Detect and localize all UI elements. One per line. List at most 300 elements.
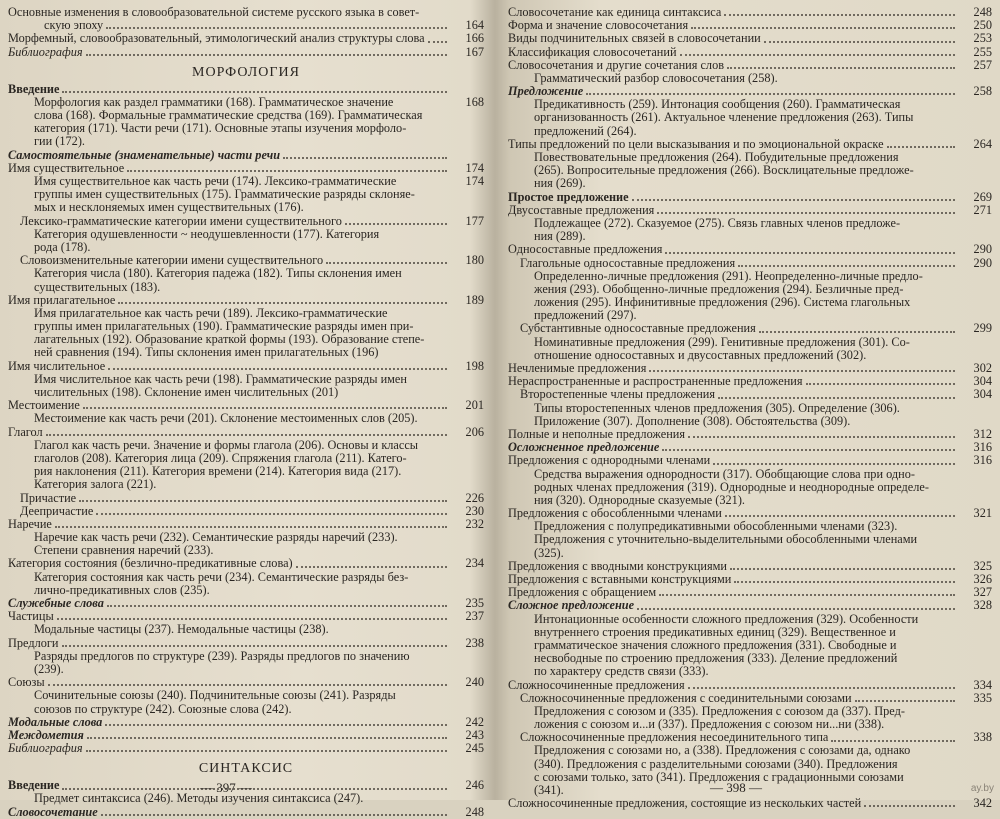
toc-line: [508, 191, 992, 204]
toc-entry-text: Предложения с союзом и (335). Предложения с союзом да (337). Пред-: [534, 703, 905, 718]
dot-leader: [399, 183, 447, 185]
toc-line: [8, 426, 484, 439]
toc-line: [8, 149, 484, 162]
dot-leader: [159, 487, 447, 489]
toc-entry-text: числительных (198). Склонение имен числительных (201): [34, 385, 339, 400]
toc-entry-text: Номинативные предложения (299). Генитивные предложения (301). Со-: [534, 334, 910, 349]
toc-entry-text: Полные и неполные предложения: [508, 426, 686, 441]
dot-leader: [421, 447, 447, 449]
toc-page-number: 290: [973, 255, 992, 270]
toc-page-number: 240: [465, 675, 484, 690]
toc-page-number: 264: [973, 136, 992, 151]
toc-page-number: 334: [973, 677, 992, 692]
toc-entry-text: Предложения с полупредикативными обособленными членами (323).: [534, 519, 898, 534]
toc-entry-text: Модальные частицы (237). Немодальные частицы (238).: [34, 622, 329, 637]
toc-entry-text: Предикативность (259). Интонация сообщения (260). Грамматическая: [534, 97, 901, 112]
dot-leader: [665, 250, 955, 254]
toc-line: [508, 336, 992, 349]
toc-entry-text: Наречие как часть речи (232). Семантические разряды наречий (233).: [34, 530, 398, 545]
dot-leader: [640, 318, 955, 320]
toc-page-number: 164: [465, 18, 484, 33]
dot-leader: [887, 726, 955, 728]
toc-entry-text: Словосочетание: [8, 804, 98, 819]
dot-leader: [727, 65, 955, 69]
toc-entry-text: Имя существительное как часть речи (174). Лексико-грамматические: [34, 174, 397, 189]
dot-leader: [399, 698, 447, 700]
toc-entry-text: Имя прилагательное как часть речи (189). Лексико-грамматические: [34, 305, 388, 320]
toc-page-number: 290: [973, 242, 992, 257]
dot-leader: [907, 779, 955, 781]
dot-leader: [900, 529, 955, 531]
toc-entry-text: (341).: [534, 783, 564, 798]
toc-line: [8, 412, 484, 425]
dot-leader: [307, 210, 447, 212]
toc-page-number: 189: [465, 292, 484, 307]
dot-leader: [901, 766, 955, 768]
toc-entry-text: скую эпоху: [44, 18, 104, 33]
dot-leader: [413, 658, 447, 660]
toc-entry-text: Союзы: [8, 675, 45, 690]
dot-leader: [680, 52, 955, 56]
dot-leader: [341, 394, 447, 396]
toc-line: [8, 663, 484, 676]
toc-entry-text: Предложения с обособленными членами: [508, 506, 722, 521]
dot-leader: [88, 144, 447, 146]
toc-entry-text: группы имен существительных (175). Грамматические разряды склоняе-: [34, 187, 415, 202]
toc-line: [8, 492, 484, 505]
toc-entry-text: организованность (261). Актуальное членение предложения (263). Типы: [534, 110, 914, 125]
toc-page-number: 246: [465, 778, 484, 793]
toc-page-number: 180: [465, 253, 484, 268]
toc-page-number: 248: [465, 804, 484, 819]
toc-entry-text: лично-предикативных слов (235).: [34, 582, 210, 597]
toc-line: [508, 679, 992, 692]
toc-line: [508, 758, 992, 771]
dot-leader: [86, 52, 447, 56]
toc-line: [508, 481, 992, 494]
dot-leader: [917, 172, 955, 174]
dot-leader: [589, 238, 955, 240]
toc-line: [508, 454, 992, 467]
dot-leader: [632, 197, 955, 201]
toc-entry-text: Односоставные предложения: [508, 242, 663, 257]
toc-line: [8, 558, 484, 571]
dot-leader: [913, 344, 955, 346]
toc-entry-text: рия наклонения (211). Категория времени (214). Категория вида (217).: [34, 464, 402, 479]
toc-entry-text: Категория состояния как часть речи (234). Семантические разряды без-: [34, 569, 409, 584]
toc-line: [8, 32, 484, 45]
dot-leader: [926, 278, 955, 280]
toc-entry-text: ней сравнения (194). Типы склонения имен прилагательных (196): [34, 345, 379, 360]
dot-leader: [87, 735, 447, 739]
section-heading: [8, 59, 484, 83]
toc-line: [8, 136, 484, 149]
toc-entry-text: Грамматический разбор словосочетания (258).: [534, 70, 778, 85]
dot-leader: [106, 25, 447, 29]
toc-entry-text: ния (269).: [534, 176, 586, 191]
toc-line: [8, 294, 484, 307]
toc-line: [508, 125, 992, 138]
dot-leader: [62, 643, 448, 647]
toc-page-number: 168: [465, 94, 484, 109]
dot-leader: [391, 315, 448, 317]
toc-line: [508, 613, 992, 626]
dot-leader: [216, 553, 447, 555]
toc-page-number: 312: [973, 426, 992, 441]
toc-page-number: 177: [465, 213, 484, 228]
toc-entry-text: Модальные слова: [8, 714, 103, 729]
toc-entry-text: Приложение (307). Дополнение (308). Обстоятельства (309).: [534, 413, 851, 428]
dot-leader: [62, 786, 447, 790]
toc-entry-text: гии (172).: [34, 134, 85, 149]
dot-leader: [332, 632, 447, 634]
toc-entry-text: Форма и значение словосочетания: [508, 18, 689, 33]
dot-leader: [382, 236, 447, 238]
toc-line: [508, 388, 992, 401]
dot-leader: [899, 647, 955, 649]
dot-leader: [425, 117, 447, 119]
toc-entry-text: Виды подчинительных связей в словосочетании: [508, 31, 761, 46]
toc-page-number: 237: [465, 609, 484, 624]
toc-entry-text: Предложения с вводными конструкциями: [508, 558, 727, 573]
dot-leader: [93, 249, 447, 251]
toc-line: [8, 571, 484, 584]
toc-page-number: 304: [973, 374, 992, 389]
dot-leader: [118, 300, 447, 304]
dot-leader: [637, 606, 955, 610]
dot-leader: [713, 461, 955, 465]
dot-leader: [853, 423, 955, 425]
toc-page-number: 316: [973, 453, 992, 468]
toc-entry-text: (239).: [34, 661, 64, 676]
toc-entry-text: Типы предложений по цели высказывания и по эмоциональной окраске: [508, 136, 884, 151]
toc-entry-text: Морфология как раздел грамматики (168). Грамматическое значение: [34, 94, 394, 109]
toc-entry-text: Категория одушевленности ~ неодушевленности (177). Категория: [34, 226, 380, 241]
dot-leader: [907, 291, 955, 293]
dot-leader: [416, 328, 447, 330]
dot-leader: [718, 395, 955, 399]
toc-page-number: 226: [465, 490, 484, 505]
dot-leader: [86, 748, 447, 752]
toc-entry-text: Категория числа (180). Категория падежа (182). Типы склонения имен: [34, 266, 402, 281]
dot-leader: [921, 621, 955, 623]
toc-page-number: 253: [973, 31, 992, 46]
toc-entry-text: Причастие: [20, 490, 77, 505]
toc-page-number: 316: [973, 440, 992, 455]
toc-entry-text: внутреннего строения предикативных единиц (329). Вещественное и: [534, 624, 896, 639]
toc-page-number: 338: [973, 730, 992, 745]
dot-leader: [295, 711, 447, 713]
dot-leader: [405, 276, 447, 278]
dot-leader: [913, 304, 955, 306]
toc-page-number: 335: [973, 690, 992, 705]
dot-leader: [421, 421, 447, 423]
toc-entry-text: Глагол как часть речи. Значение и формы глагола (206). Основы и классы: [34, 437, 419, 452]
toc-page-number: 302: [973, 361, 992, 376]
dot-leader: [283, 155, 447, 159]
toc-page-number: 238: [465, 635, 484, 650]
toc-entry-text: Сложносочиненные предложения с соединительными союзами: [520, 690, 852, 705]
toc-entry-text: категория (171). Части речи (171). Основные этапы изучения морфоло-: [34, 121, 407, 136]
toc-entry-text: Предложения с вставными конструкциями: [508, 572, 732, 587]
toc-page-number: 243: [465, 727, 484, 742]
dot-leader: [869, 357, 955, 359]
toc-line: [8, 703, 484, 716]
toc-entry-text: предложений (297).: [534, 308, 637, 323]
dot-leader: [409, 131, 447, 133]
dot-leader: [326, 260, 447, 264]
dot-leader: [659, 592, 955, 596]
toc-line: [508, 468, 992, 481]
toc-entry-text: Глагольные односоставные предложения: [520, 255, 736, 270]
toc-page-number: 167: [465, 44, 484, 59]
dot-leader: [586, 91, 955, 95]
toc-entry-text: Введение: [8, 81, 60, 96]
toc-entry-text: Простое предложение: [508, 189, 629, 204]
toc-line: [8, 806, 484, 819]
toc-page-number: 235: [465, 596, 484, 611]
section-heading: [8, 755, 484, 779]
toc-entry-text: Нечленимые предложения: [508, 361, 647, 376]
toc-entry-text: Наречие: [8, 516, 52, 531]
toc-entry-text: (340). Предложения с разделительными союзами (340). Предложения: [534, 756, 898, 771]
toc-line: [8, 281, 484, 294]
toc-entry-text: с союзами только, зато (341). Предложения с градационными союзами: [534, 769, 904, 784]
toc-entry-text: Глагол: [8, 424, 43, 439]
toc-entry-text: Предложения с однородными членами: [508, 453, 711, 468]
toc-entry-text: группы имен прилагательных (190). Грамматические разряды имен при-: [34, 319, 414, 334]
toc-line: [8, 505, 484, 518]
toc-page-number: 234: [465, 556, 484, 571]
dot-leader: [127, 168, 447, 172]
dot-leader: [691, 25, 955, 29]
toc-line: [508, 270, 992, 283]
toc-entry-text: ния (289).: [534, 229, 586, 244]
left-page: [0, 0, 492, 819]
dot-leader: [428, 39, 447, 43]
toc-page-number: 325: [973, 558, 992, 573]
dot-leader: [381, 355, 447, 357]
toc-line: [508, 547, 992, 560]
dot-leader: [903, 107, 955, 109]
toc-entry-text: Имя прилагательное: [8, 292, 116, 307]
right-toc: [508, 6, 992, 810]
dot-leader: [401, 539, 447, 541]
toc-line: [508, 665, 992, 678]
toc-page-number: 327: [973, 585, 992, 600]
toc-line: [508, 112, 992, 125]
section-heading-text: СИНТАКСИС: [198, 761, 294, 777]
dot-leader: [57, 616, 447, 620]
toc-page-number: 232: [465, 516, 484, 531]
dot-leader: [900, 660, 955, 662]
toc-entry-text: ложения (295). Инфинитивные предложения (296). Система глагольных: [534, 295, 911, 310]
toc-entry-text: Сложносочиненные предложения несоединительного типа: [520, 730, 829, 745]
toc-entry-text: Междометия: [8, 727, 84, 742]
toc-entry-text: по характеру средств связи (333).: [534, 664, 709, 679]
toc-entry-text: Предложения с уточнительно-выделительными обособленными членами: [534, 532, 918, 547]
toc-entry-text: слова (168). Формальные грамматические средства (169). Грамматическая: [34, 108, 423, 123]
toc-line: [508, 59, 992, 72]
dot-leader: [163, 289, 447, 291]
toc-entry-text: Предмет синтаксиса (246). Методы изучения синтаксиса (247).: [34, 791, 364, 806]
toc-page-number: 230: [465, 503, 484, 518]
toc-line: [8, 46, 484, 59]
toc-line: [508, 402, 992, 415]
toc-entry-text: несвободные по строению предложения (333). Деление предложений: [534, 651, 898, 666]
toc-line: [8, 201, 484, 214]
dot-leader: [738, 263, 955, 267]
toc-page-number: 304: [973, 387, 992, 402]
toc-entry-text: (265). Вопросительные предложения (266). Восклицательные предложе-: [534, 163, 914, 178]
dot-leader: [410, 460, 447, 462]
dot-leader: [296, 564, 447, 568]
toc-entry-text: Разряды предлогов по структуре (239). Разряды предлогов по значению: [34, 648, 410, 663]
dot-leader: [725, 513, 955, 517]
toc-page-number: 328: [973, 598, 992, 613]
toc-entry-text: Библиография: [8, 44, 83, 59]
toc-entry-text: Определенно-личные предложения (291). Неопределенно-личные предло-: [534, 268, 923, 283]
toc-page-number: 321: [973, 506, 992, 521]
dot-leader: [734, 579, 955, 583]
toc-page-number: 245: [465, 741, 484, 756]
dot-leader: [410, 381, 447, 383]
toc-page-number: 299: [973, 321, 992, 336]
toc-line: [8, 716, 484, 729]
dot-leader: [764, 39, 955, 43]
dot-leader: [864, 803, 955, 807]
toc-entry-text: жения (293). Обобщенно-личные предложения (294). Безличные пред-: [534, 281, 904, 296]
dot-leader: [855, 698, 955, 702]
toc-entry-text: Введение: [8, 778, 60, 793]
toc-line: [8, 360, 484, 373]
toc-line: [508, 692, 992, 705]
toc-line: [8, 347, 484, 360]
toc-entry-text: Имя существительное: [8, 160, 125, 175]
dot-leader: [724, 12, 955, 16]
toc-line: [508, 177, 992, 190]
toc-entry-text: лагательных (192). Образование краткой формы (193). Образование степе-: [34, 332, 425, 347]
dot-leader: [107, 603, 447, 607]
toc-entry-text: союзов по структуре (242). Союзные слова (242).: [34, 701, 292, 716]
dot-leader: [649, 368, 955, 372]
toc-entry-text: Второстепенные члены предложения: [520, 387, 716, 402]
toc-entry-text: Морфемный, словообразовательный, этимологический анализ структуры слова: [8, 31, 425, 46]
watermark: ay.by: [970, 783, 994, 794]
toc-entry-text: Сложносочиненные предложения, состоящие из нескольких частей: [508, 796, 862, 811]
toc-entry-text: ния (320). Однородные сказуемые (321).: [534, 492, 745, 507]
dot-leader: [916, 120, 955, 122]
dot-leader: [887, 144, 955, 148]
dot-leader: [640, 133, 955, 135]
dot-leader: [831, 738, 955, 742]
toc-entry-text: существительных (183).: [34, 279, 161, 294]
toc-line: [8, 215, 484, 228]
toc-line: [8, 637, 484, 650]
toc-entry-text: Словоизменительные категории имени существительного: [20, 253, 324, 268]
dot-leader: [903, 410, 955, 412]
toc-entry-text: Типы второстепенных членов предложения (305). Определение (306).: [534, 400, 900, 415]
dot-leader: [79, 498, 447, 502]
toc-line: [8, 83, 484, 96]
dot-leader: [899, 634, 955, 636]
toc-line: [8, 689, 484, 702]
dot-leader: [662, 447, 955, 451]
toc-entry-text: Основные изменения в словообразовательной системе русского языка в совет-: [8, 4, 420, 19]
dot-leader: [932, 489, 955, 491]
dot-leader: [96, 511, 447, 515]
dot-leader: [657, 210, 955, 214]
toc-entry-text: Лексико-грамматические категории имени существительного: [20, 213, 342, 228]
dot-leader: [418, 196, 447, 198]
toc-page-number: 166: [465, 31, 484, 46]
toc-entry-text: Сочинительные союзы (240). Подчинительные союзы (241). Разряды: [34, 688, 396, 703]
toc-page-number: 257: [973, 57, 992, 72]
toc-line: [508, 243, 992, 256]
right-page: [500, 0, 1000, 811]
dot-leader: [781, 80, 955, 82]
dot-leader: [902, 159, 955, 161]
toc-entry-text: Служебные слова: [8, 596, 104, 611]
right-page-number: — 398 —: [710, 780, 762, 795]
toc-line: [508, 32, 992, 45]
dot-leader: [105, 722, 447, 726]
toc-entry-text: Сложносочиненные предложения: [508, 677, 685, 692]
dot-leader: [589, 186, 955, 188]
toc-entry-text: Библиография: [8, 741, 83, 756]
toc-entry-text: Интонационные особенности сложного предложения (329). Особенности: [534, 611, 919, 626]
toc-line: [8, 478, 484, 491]
left-toc: [8, 6, 484, 819]
dot-leader: [918, 476, 955, 478]
toc-entry-text: отношение односоставных и двусоставных предложений (302).: [534, 347, 867, 362]
dot-leader: [345, 221, 447, 225]
toc-entry-text: Предложение: [508, 84, 584, 99]
toc-page-number: 250: [973, 18, 992, 33]
dot-leader: [83, 405, 447, 409]
toc-entry-text: глаголов (208). Категория лица (209). Спряжения глагола (211). Катего-: [34, 450, 407, 465]
dot-leader: [688, 685, 955, 689]
toc-page-number: 206: [465, 424, 484, 439]
toc-entry-text: Местоимение как часть речи (201). Склонение местоименных слов (205).: [34, 411, 418, 426]
toc-entry-text: Осложненное предложение: [508, 440, 660, 455]
toc-entry-text: Местоимение: [8, 398, 80, 413]
toc-page-number: 269: [973, 189, 992, 204]
dot-leader: [46, 432, 447, 436]
dot-leader: [920, 542, 955, 544]
dot-leader: [108, 366, 447, 370]
toc-entry-text: Степени сравнения наречий (233).: [34, 543, 214, 558]
toc-entry-text: Средства выражения однородности (317). Обобщающие слова при одно-: [534, 466, 915, 481]
toc-page-number: 258: [973, 84, 992, 99]
toc-line: [508, 534, 992, 547]
toc-entry-text: Подлежащее (272). Сказуемое (275). Связь главных членов предложе-: [534, 215, 901, 230]
dot-leader: [730, 566, 955, 570]
toc-entry-text: грамматическое значения сложного предложения (331). Свободные и: [534, 637, 897, 652]
toc-entry-text: Предложения с союзами но, а (338). Предложения с союзами да, однако: [534, 743, 911, 758]
toc-entry-text: Повествовательные предложения (264). Побудительные предложения: [534, 150, 899, 165]
toc-entry-text: (325).: [534, 545, 564, 560]
toc-line: [8, 623, 484, 636]
toc-page-number: 326: [973, 572, 992, 587]
toc-line: [508, 257, 992, 270]
dot-leader: [422, 14, 447, 16]
dot-leader: [903, 225, 955, 227]
dot-leader: [55, 524, 447, 528]
dot-leader: [404, 473, 447, 475]
toc-page-number: 174: [465, 174, 484, 189]
toc-entry-text: Двусоставные предложения: [508, 202, 655, 217]
